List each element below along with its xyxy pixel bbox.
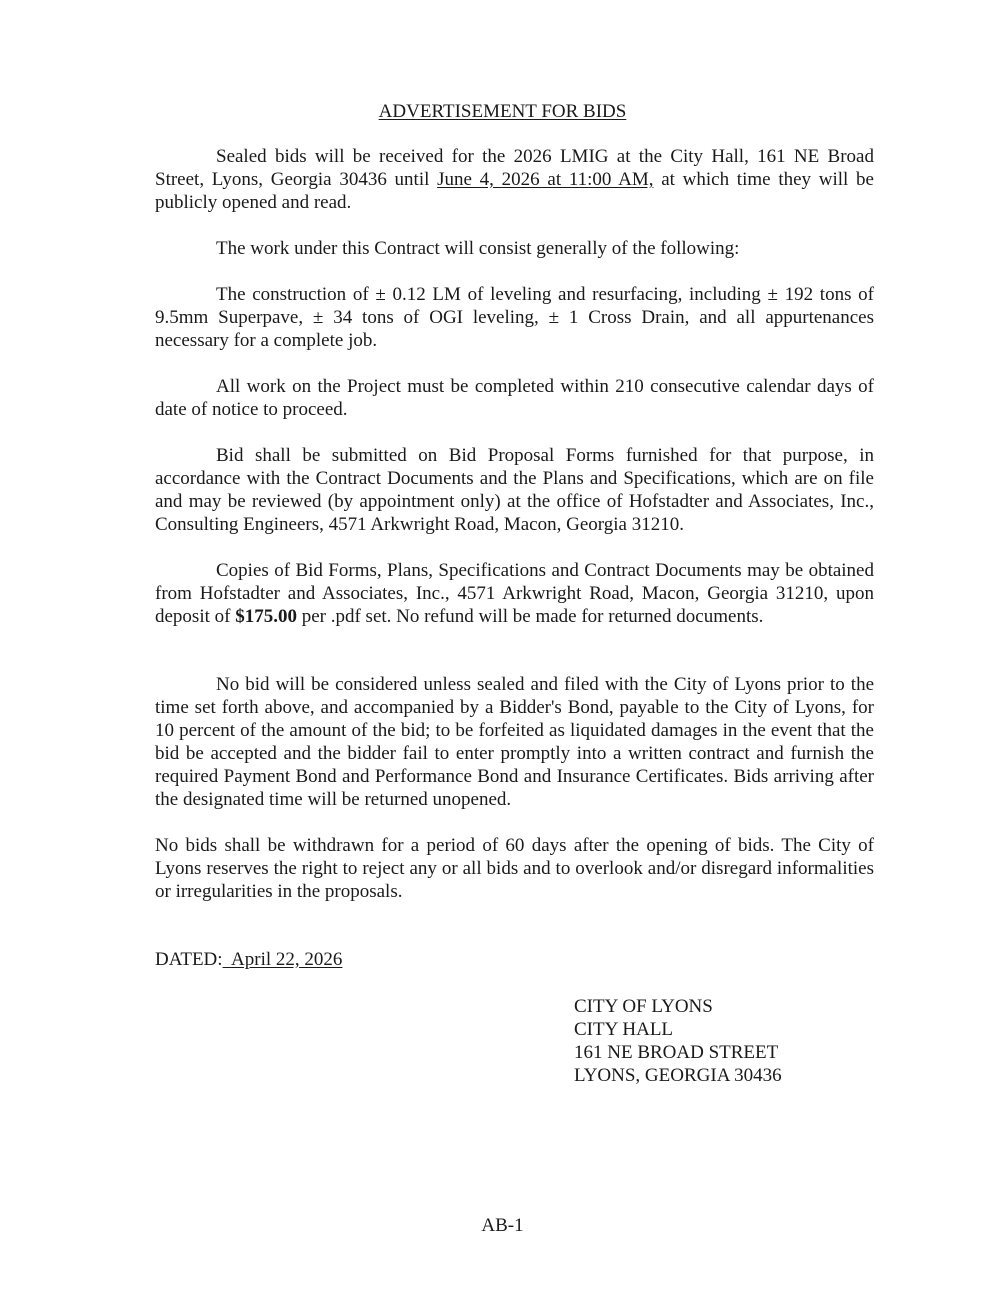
address-line-3: 161 NE BROAD STREET bbox=[574, 1042, 779, 1063]
dated-line bbox=[155, 948, 390, 971]
paragraph-bid-forms: Bid shall be submitted on Bid Proposal Forms furnished for that purpose, in accordance with the Contract Documents and the Plans and Specifications, which are on file and may be reviewed (by appointment only) at the office of Hofstadter and Associates, Inc., Consulting Engineers, 4571 Arkwright Road, Macon, Georgia 31210. bbox=[155, 445, 874, 535]
address-line-2: CITY HALL bbox=[574, 1019, 674, 1040]
dated-value: April 22, 2026 bbox=[222, 949, 343, 970]
page-number: AB-1 bbox=[481, 1215, 524, 1236]
bid-deadline: June 4, 2026 at 11:00 AM, bbox=[437, 169, 654, 190]
deposit-amount: $175.00 bbox=[235, 606, 297, 627]
paragraph-document-copies bbox=[155, 559, 874, 628]
document-title: ADVERTISEMENT FOR BIDS bbox=[378, 101, 627, 122]
copies-text: Copies of Bid Forms, Plans, Specifications and Contract Documents may be obtained from Hofstadter and Associates, Inc., 4571 Arkwright Road, Macon, Georgia 31210, upon deposit of bbox=[155, 560, 874, 627]
issuer-address-block bbox=[574, 995, 782, 1087]
paragraph-completion-time: All work on the Project must be completed within 210 consecutive calendar days of date of notice to proceed. bbox=[155, 376, 874, 420]
address-line-1: CITY OF LYONS bbox=[574, 996, 713, 1017]
bid-receipt-text: Sealed bids will be received for the 2026 LMIG at the City Hall, 161 NE Broad Street, Lyons, Georgia 30436 until bbox=[155, 146, 874, 190]
bid-opening-text: at which time they will be publicly opened and read. bbox=[155, 169, 874, 213]
paragraph-bid-receipt bbox=[155, 145, 874, 214]
refund-text: per .pdf set. No refund will be made for returned documents. bbox=[296, 606, 764, 627]
paragraph-bid-bond: No bid will be considered unless sealed and filed with the City of Lyons prior to the time set forth above, and accompanied by a Bidder's Bond, payable to the City of Lyons, for 10 percent of the amount of the bid; to be forfeited as liquidated damages in the event that the bid be accepted and the bidder fail to enter promptly into a written contract and furnish the required Payment Bond and Performance Bond and Insurance Certificates. Bids arriving after the designated time will be returned unopened. bbox=[155, 674, 874, 810]
paragraph-work-intro: The work under this Contract will consist generally of the following: bbox=[216, 238, 740, 259]
address-line-4: LYONS, GEORGIA 30436 bbox=[574, 1065, 782, 1086]
paragraph-work-scope: The construction of ± 0.12 LM of leveling and resurfacing, including ± 192 tons of 9.5mm Superpave, ± 34 tons of OGI leveling, ± 1 Cross Drain, and all appurtenances necessary for a complete job. bbox=[155, 284, 874, 351]
paragraph-withdrawal: No bids shall be withdrawn for a period of 60 days after the opening of bids. The City of Lyons reserves the right to reject any or all bids and to overlook and/or disregard informalities or irregularities in the proposals. bbox=[155, 835, 874, 902]
dated-label: DATED: bbox=[155, 949, 223, 970]
